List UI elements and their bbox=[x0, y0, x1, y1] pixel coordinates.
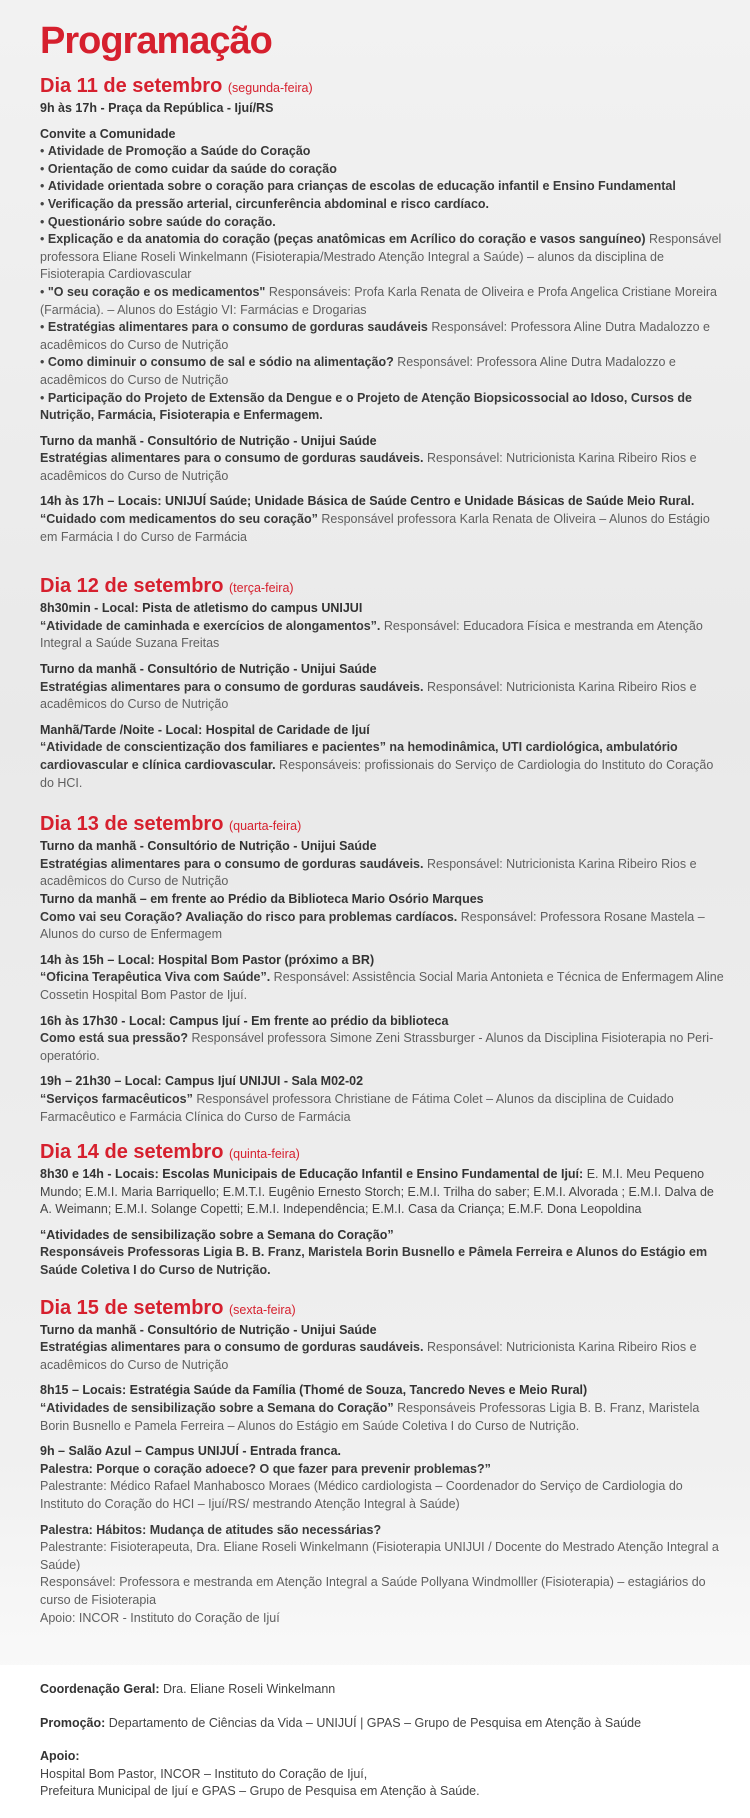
event-header: “Atividades de sensibilização sobre a Semana do Coração” bbox=[40, 1227, 394, 1242]
day-heading bbox=[40, 574, 728, 600]
event-detail: Estratégias alimentares para o consumo de gorduras saudáveis. Responsável: Nutricionista Karina Ribeiro Rios e acadêmicos do Curso de Nutrição bbox=[40, 856, 697, 889]
event-header: 8h15 – Locais: Estratégia Saúde da Família (Thomé de Souza, Tancredo Neves e Meio Rural) bbox=[40, 1383, 588, 1398]
event-detail: Palestra: Porque o coração adoece? O que fazer para prevenir problemas?” bbox=[40, 1461, 491, 1476]
event-block bbox=[40, 433, 728, 486]
list-item: • Participação do Projeto de Extensão da Dengue e o Projeto de Atenção Biopsicossocial ao Idoso, Cursos de Nutrição, Farmácia, Fisioterapia e Enfermagem. bbox=[40, 390, 728, 425]
day-weekday: (segunda-feira) bbox=[227, 81, 313, 95]
footer-coordination: Coordenação Geral: Dra. Eliane Roseli Winkelmann bbox=[40, 1682, 336, 1696]
event-header: 9h às 17h - Praça da República - Ijuí/RS bbox=[40, 101, 274, 115]
event-header: Convite a Comunidade bbox=[40, 126, 176, 141]
event-detail: “Atividades de sensibilização sobre a Semana do Coração” Responsáveis Professoras Ligia B. B. Franz, Maristela Borin Busnello e Pamela Ferreira – Alunos do Estágio em Saúde Coletiva I do Curso de Nutrição. bbox=[40, 1401, 700, 1433]
event-block bbox=[40, 722, 728, 792]
event-header: 14h às 17h – Locais: UNIJUÍ Saúde; Unidade Básica de Saúde Centro e Unidade Básicas de Saúde Meio Rural. bbox=[40, 494, 695, 509]
event-block bbox=[40, 600, 728, 653]
day-section-15 bbox=[40, 1296, 728, 1628]
event-detail: Como está sua pressão? Responsável professora Simone Zeni Strassburger - Alunos da Disciplina Fisioterapia no Peri-operatório. bbox=[40, 1031, 714, 1063]
list-item: • Orientação de como cuidar da saúde do coração bbox=[40, 161, 728, 179]
event-detail: Palestrante: Fisioterapeuta, Dra. Eliane Roseli Winkelmann (Fisioterapia UNIJUI / Docente do Mestrado Atenção Integral a Saúde) bbox=[40, 1540, 719, 1572]
list-item: • Estratégias alimentares para o consumo de gorduras saudáveis Responsável: Professora Aline Dutra Madalozzo e acadêmicos do Curso de Nutrição bbox=[40, 319, 728, 354]
day-section-11 bbox=[40, 74, 728, 546]
day-heading bbox=[40, 1140, 728, 1166]
event-detail: “Oficina Terapêutica Viva com Saúde”. Responsável: Assistência Social Maria Antonieta e Técnica de Enfermagem Aline Cossetin Hospital Bom Pastor de Ijuí. bbox=[40, 970, 724, 1002]
event-header: Manhã/Tarde /Noite - Local: Hospital de Caridade de Ijuí bbox=[40, 722, 370, 737]
event-block bbox=[40, 952, 728, 1005]
list-item: • "O seu coração e os medicamentos" Responsáveis: Profa Karla Renata de Oliveira e Profa Angelica Cristiane Moreira (Farmácia). – Alunos do Estágio VI: Farmácias e Drogarias bbox=[40, 284, 728, 319]
footer-support: Apoio: Hospital Bom Pastor, INCOR – Instituto do Coração de Ijuí, Prefeitura Municipal de Ijuí e GPAS – Grupo de Pesquisa em Atenção à Saúde. bbox=[40, 1749, 480, 1799]
event-detail: Estratégias alimentares para o consumo de gorduras saudáveis. Responsável: Nutricionista Karina Ribeiro Rios e acadêmicos do Curso de Nutrição bbox=[40, 679, 697, 712]
event-block bbox=[40, 1522, 728, 1628]
event-detail: Palestrante: Médico Rafael Manhabosco Moraes (Médico cardiologista – Coordenador do Serviço de Cardiologia do Instituto do Coração do HCI – Ijuí/RS/ mestrando Atenção Integral à Saúde) bbox=[40, 1479, 683, 1511]
day-title: Dia 12 de setembro bbox=[40, 575, 224, 598]
day-heading bbox=[40, 74, 728, 100]
footer-promotion: Promoção: Departamento de Ciências da Vida – UNIJUÍ | GPAS – Grupo de Pesquisa em Atenção à Saúde bbox=[40, 1715, 642, 1730]
footer bbox=[0, 1665, 750, 1818]
day-title: Dia 14 de setembro bbox=[40, 1141, 224, 1164]
day-section-12 bbox=[40, 574, 728, 792]
event-header: 9h – Salão Azul – Campus UNIJUÍ - Entrada franca. bbox=[40, 1444, 342, 1459]
event-detail: “Atividade de conscientização dos familiares e pacientes” na hemodinâmica, UTI cardiológica, ambulatório cardiovascular e clínica cardiovascular. Responsáveis: profissionais do Serviço de Cardiologia do Instituto do Coração do HCI. bbox=[40, 740, 714, 790]
event-block bbox=[40, 1443, 728, 1513]
list-item: • Questionário sobre saúde do coração. bbox=[40, 214, 728, 232]
day-heading bbox=[40, 1296, 728, 1322]
event-block bbox=[40, 1166, 728, 1219]
event-detail: Responsáveis Professoras Ligia B. B. Franz, Maristela Borin Busnello e Pâmela Ferreira e Alunos do Estágio em Saúde Coletiva I do Curso de Nutrição. bbox=[40, 1245, 708, 1278]
event-block bbox=[40, 838, 728, 891]
event-header: Turno da manhã - Consultório de Nutrição - Unijui Saúde bbox=[40, 1322, 377, 1337]
event-detail: Como vai seu Coração? Avaliação do risco para problemas cardíacos. Responsável: Professora Rosane Mastela – Alunos do curso de Enfermagem bbox=[40, 909, 705, 942]
list-item: • Atividade orientada sobre o coração para crianças de escolas de educação infantil e Ensino Fundamental bbox=[40, 178, 728, 196]
event-header: Turno da manhã - Consultório de Nutrição - Unijui Saúde bbox=[40, 662, 377, 677]
event-block bbox=[40, 100, 728, 118]
event-header: 8h30 e 14h - Locais: Escolas Municipais de Educação Infantil e Ensino Fundamental de Ijuí: E. M.I. Meu Pequeno Mundo; E.M.I. Maria Barriquello; E.M.T.I. Eugênio Ernesto Storch; E.M.I. Trilha do saber; E.M.I. Alvorada ; E.M.I. Dalva de A. Weimann; E.M.I. Solange Copetti; E.M.I. Independência; E.M.I. Casa da Criança; E.M.F. Dona Leopoldina bbox=[40, 1167, 714, 1217]
day-section-13 bbox=[40, 812, 728, 1126]
day-title: Dia 13 de setembro bbox=[40, 813, 224, 836]
day-title: Dia 11 de setembro bbox=[40, 75, 223, 97]
event-detail: Palestra: Hábitos: Mudança de atitudes são necessárias? bbox=[40, 1522, 382, 1537]
event-header: Turno da manhã – em frente ao Prédio da Biblioteca Mario Osório Marques bbox=[40, 891, 484, 906]
event-header: Turno da manhã - Consultório de Nutrição - Unijui Saúde bbox=[40, 433, 377, 448]
day-weekday: (sexta-feira) bbox=[228, 1302, 296, 1317]
event-detail: Estratégias alimentares para o consumo de gorduras saudáveis. Responsável: Nutricionista Karina Ribeiro Rios e acadêmicos do Curso de Nutrição bbox=[40, 451, 697, 483]
event-block bbox=[40, 1227, 728, 1280]
event-block bbox=[40, 126, 728, 425]
event-block bbox=[40, 661, 728, 714]
event-block bbox=[40, 1322, 728, 1375]
event-header: 16h às 17h30 - Local: Campus Ijuí - Em frente ao prédio da biblioteca bbox=[40, 1013, 449, 1028]
event-detail: Estratégias alimentares para o consumo de gorduras saudáveis. Responsável: Nutricionista Karina Ribeiro Rios e acadêmicos do Curso de Nutrição bbox=[40, 1340, 697, 1372]
day-heading bbox=[40, 812, 728, 838]
list-item: • Atividade de Promoção a Saúde do Coração bbox=[40, 143, 728, 161]
activity-list bbox=[40, 143, 728, 425]
day-weekday: (quinta-feira) bbox=[228, 1147, 300, 1162]
event-detail: “Atividade de caminhada e exercícios de alongamentos”. Responsável: Educadora Física e mestranda em Atenção Integral a Saúde Suzana Freitas bbox=[40, 618, 703, 651]
list-item: • Como diminuir o consumo de sal e sódio na alimentação? Responsável: Professora Aline Dutra Madalozzo e acadêmicos do Curso de Nutrição bbox=[40, 354, 728, 389]
event-header: 14h às 15h – Local: Hospital Bom Pastor (próximo a BR) bbox=[40, 952, 375, 967]
event-block bbox=[40, 891, 728, 944]
event-detail: “Serviços farmacêuticos” Responsável professora Christiane de Fátima Colet – Alunos da disciplina de Cuidado Farmacêutico e Farmácia Clínica do Curso de Farmácia bbox=[40, 1091, 674, 1124]
event-header: Turno da manhã - Consultório de Nutrição - Unijui Saúde bbox=[40, 839, 377, 854]
event-block bbox=[40, 1382, 728, 1435]
list-item: • Verificação da pressão arterial, circunferência abdominal e risco cardíaco. bbox=[40, 196, 728, 214]
event-block bbox=[40, 1073, 728, 1126]
event-detail: Responsável: Professora e mestranda em Atenção Integral a Saúde Pollyana Windmolller (Fisioterapia) – estagiários do curso de Fisioterapia bbox=[40, 1575, 706, 1607]
event-header: 19h – 21h30 – Local: Campus Ijuí UNIJUI - Sala M02-02 bbox=[40, 1074, 364, 1089]
day-weekday: (terça-feira) bbox=[228, 581, 294, 596]
day-weekday: (quarta-feira) bbox=[228, 819, 302, 834]
event-header: 8h30min - Local: Pista de atletismo do campus UNIJUI bbox=[40, 601, 363, 616]
event-detail: “Cuidado com medicamentos do seu coração” Responsável professora Karla Renata de Oliveira – Alunos do Estágio em Farmácia I do Curso de Farmácia bbox=[40, 512, 710, 544]
event-block bbox=[40, 1013, 728, 1066]
day-section-14 bbox=[40, 1140, 728, 1280]
event-detail: Apoio: INCOR - Instituto do Coração de Ijuí bbox=[40, 1610, 280, 1625]
list-item: • Explicação e da anatomia do coração (peças anatômicas em Acrílico do coração e vasos sanguíneo) Responsável professora Eliane Roseli Winkelmann (Fisioterapia/Mestrado Atenção Integral a Saúde) – alunos da disciplina de Fisioterapia Cardiovascular bbox=[40, 231, 728, 284]
event-block bbox=[40, 493, 728, 546]
page-title: Programação bbox=[40, 20, 272, 62]
day-title: Dia 15 de setembro bbox=[40, 1296, 224, 1319]
